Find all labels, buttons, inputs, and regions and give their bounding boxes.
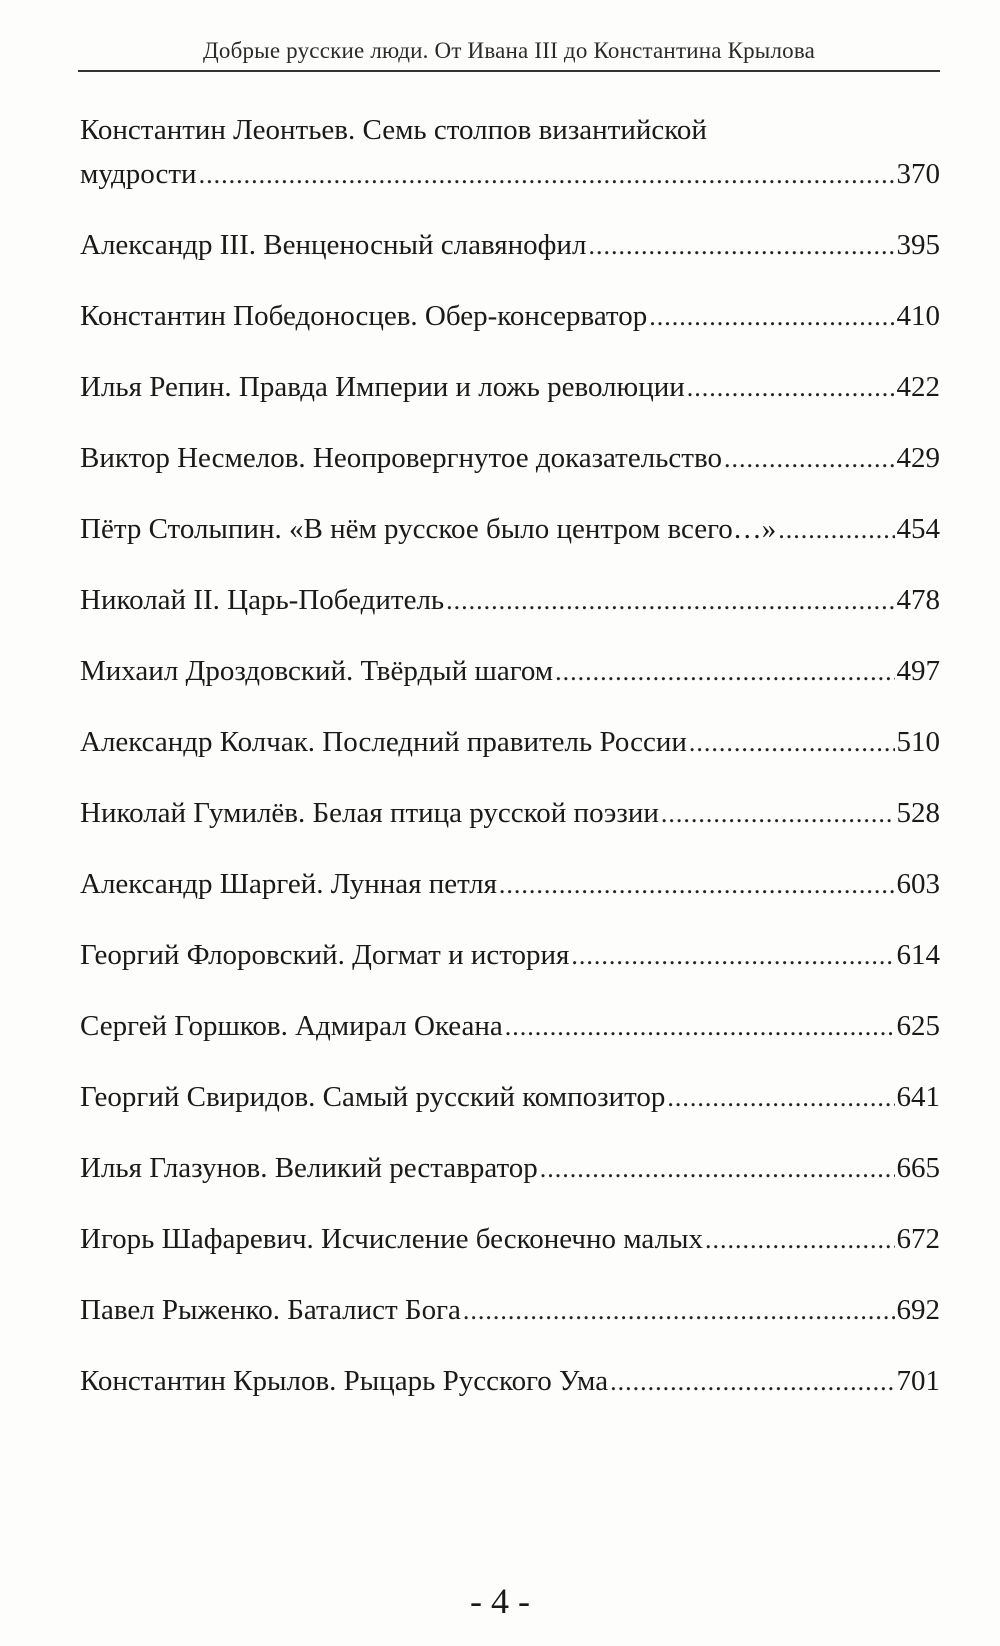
toc-entry-title: Александр Колчак. Последний правитель России: [80, 726, 687, 758]
toc-entry: [80, 862, 940, 907]
toc-entry: [80, 1288, 940, 1333]
toc-entry-page: 510: [896, 726, 940, 758]
toc-entry-page: 614: [896, 939, 940, 971]
dot-leader: [463, 1289, 895, 1333]
dot-leader: [588, 224, 894, 268]
toc-entry: [80, 436, 940, 481]
toc-entry-page: 370: [896, 158, 940, 190]
toc-entry: [80, 294, 940, 339]
toc-entry-page: 429: [896, 442, 940, 474]
page-number: - 4 -: [470, 1581, 530, 1621]
toc-entry-title: Константин Крылов. Рыцарь Русского Ума: [80, 1365, 609, 1397]
dot-leader: [571, 934, 894, 978]
toc-entry-title: Николай II. Царь-Победитель: [80, 584, 445, 616]
toc-entry-page: 641: [896, 1081, 940, 1113]
toc-entry-title: Михаил Дроздовский. Твёрдый шагом: [80, 655, 554, 687]
dot-leader: [661, 792, 895, 836]
toc-entry-title: Илья Глазунов. Великий реставратор: [80, 1152, 538, 1184]
toc-entry-page: 692: [896, 1294, 940, 1326]
toc-entry: [80, 223, 940, 268]
toc-entry: [80, 1004, 940, 1049]
dot-leader: [778, 508, 894, 552]
toc-entry-title: Георгий Свиридов. Самый русский композитор: [80, 1081, 666, 1113]
running-head: Добрые русские люди. От Ивана III до Константина Крылова: [202, 38, 816, 63]
toc-entry-page: 625: [896, 1010, 940, 1042]
toc-entry-page: 672: [896, 1223, 940, 1255]
toc-entry-title: Илья Репин. Правда Империи и ложь революции: [80, 371, 685, 403]
dot-leader: [555, 650, 894, 694]
dot-leader: [505, 1005, 895, 1049]
toc-entry-title: Виктор Несмелов. Неопровергнутое доказательство: [80, 442, 722, 474]
toc-entry-page: 603: [896, 868, 940, 900]
toc-entry-page: 665: [896, 1152, 940, 1184]
dot-leader: [610, 1360, 894, 1404]
dot-leader: [724, 437, 895, 481]
toc-entry: [80, 578, 940, 623]
toc-entry: [80, 1146, 940, 1191]
toc-entry-title: Александр III. Венценосный славянофил: [80, 229, 587, 261]
dot-leader: [689, 721, 895, 765]
toc-entry-page: 454: [896, 513, 940, 545]
toc-entry: [80, 791, 940, 836]
toc-entry: [80, 1359, 940, 1404]
toc-entry-title: мудрости: [80, 158, 197, 190]
toc-entry-page: 701: [896, 1365, 940, 1397]
dot-leader: [540, 1147, 895, 1191]
dot-leader: [499, 863, 895, 907]
dot-leader: [667, 1076, 894, 1120]
toc-entry-title: Сергей Горшков. Адмирал Океана: [80, 1010, 503, 1042]
toc-entry-page: 528: [896, 797, 940, 829]
toc-entry: [80, 1217, 940, 1262]
toc-entry-page: 395: [896, 229, 940, 261]
toc-entry: [80, 649, 940, 694]
toc-entry-page: 478: [896, 584, 940, 616]
toc-entry: [80, 365, 940, 410]
toc-entry-title-line1: Константин Леонтьев. Семь столпов византийской: [80, 114, 707, 146]
toc-entry-title: Игорь Шафаревич. Исчисление бесконечно малых: [80, 1223, 703, 1255]
toc-entry: [80, 1075, 940, 1120]
dot-leader: [199, 153, 895, 197]
toc-entry-page: 410: [896, 300, 940, 332]
toc-entry-title: Павел Рыженко. Баталист Бога: [80, 1294, 461, 1326]
toc-entry: [80, 507, 940, 552]
table-of-contents: [80, 108, 940, 1404]
dot-leader: [446, 579, 894, 623]
toc-entry-title: Николай Гумилёв. Белая птица русской поэзии: [80, 797, 659, 829]
toc-entry-page: 497: [896, 655, 940, 687]
toc-entry: [80, 108, 940, 197]
dot-leader: [705, 1218, 895, 1262]
header-rule: [78, 70, 940, 72]
dot-leader: [649, 295, 894, 339]
toc-entry-title: Константин Победоносцев. Обер-консерватор: [80, 300, 648, 332]
toc-entry-page: 422: [896, 371, 940, 403]
toc-entry-title: Александр Шаргей. Лунная петля: [80, 868, 497, 900]
toc-entry-title: Георгий Флоровский. Догмат и история: [80, 939, 570, 971]
toc-entry-title: Пётр Столыпин. «В нём русское было центром всего…»: [80, 513, 777, 545]
dot-leader: [687, 366, 895, 410]
toc-entry: [80, 933, 940, 978]
toc-entry: [80, 720, 940, 765]
